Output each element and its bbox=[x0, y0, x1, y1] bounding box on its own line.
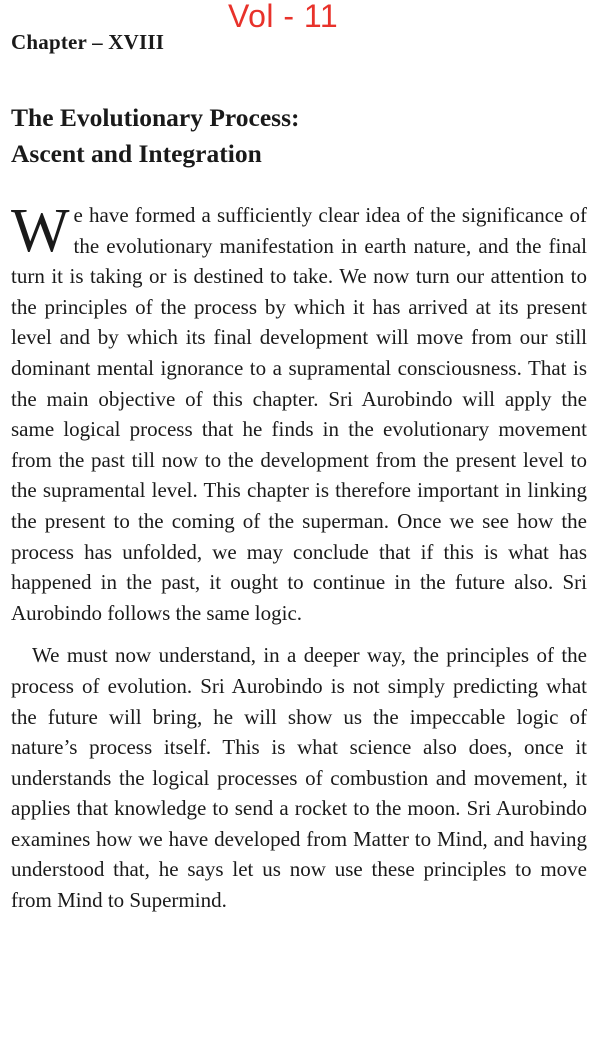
drop-cap: W bbox=[11, 197, 70, 265]
chapter-title bbox=[11, 100, 591, 172]
volume-tag: Vol - 11 bbox=[228, 0, 339, 34]
chapter-title-line-1: The Evolutionary Process: bbox=[11, 103, 300, 132]
chapter-title-line-2: Ascent and Integration bbox=[11, 139, 262, 168]
chapter-body bbox=[11, 197, 587, 916]
chapter-label: Chapter – XVIII bbox=[11, 30, 165, 54]
paragraph-1 bbox=[11, 197, 587, 628]
paragraph-1-text: e have formed a sufficiently clear idea of the significance of the evolutionary manifestation in earth nature, and the final turn it is taking or is destined to take. We now turn our attention to the principles of the process by which it has arrived at its present level and by which its final development will move from our still dominant mental ignorance to a supramental consciousness. That is the main objective of this chapter. Sri Aurobindo will apply the same logical process that he finds in the evolutionary movement from the past till now to the development from the present level to the supramental level. This chapter is therefore important in linking the present to the coming of the superman. Once we see how the process has unfolded, we may conclude that if this is what has happened in the past, it ought to continue in the future also. Sri Aurobindo follows the same logic. bbox=[11, 203, 587, 625]
paragraph-2: We must now understand, in a deeper way, the principles of the process of evolution. Sri Aurobindo is not simply predicting what the future will bring, he will show us the impeccable logic of nature’s process itself. This is what science also does, once it understands the logical processes of combustion and movement, it applies that knowledge to send a rocket to the moon. Sri Aurobindo examines how we have developed from Matter to Mind, and having understood that, he says let us now use these principles to move from Mind to Supermind. bbox=[11, 643, 587, 913]
